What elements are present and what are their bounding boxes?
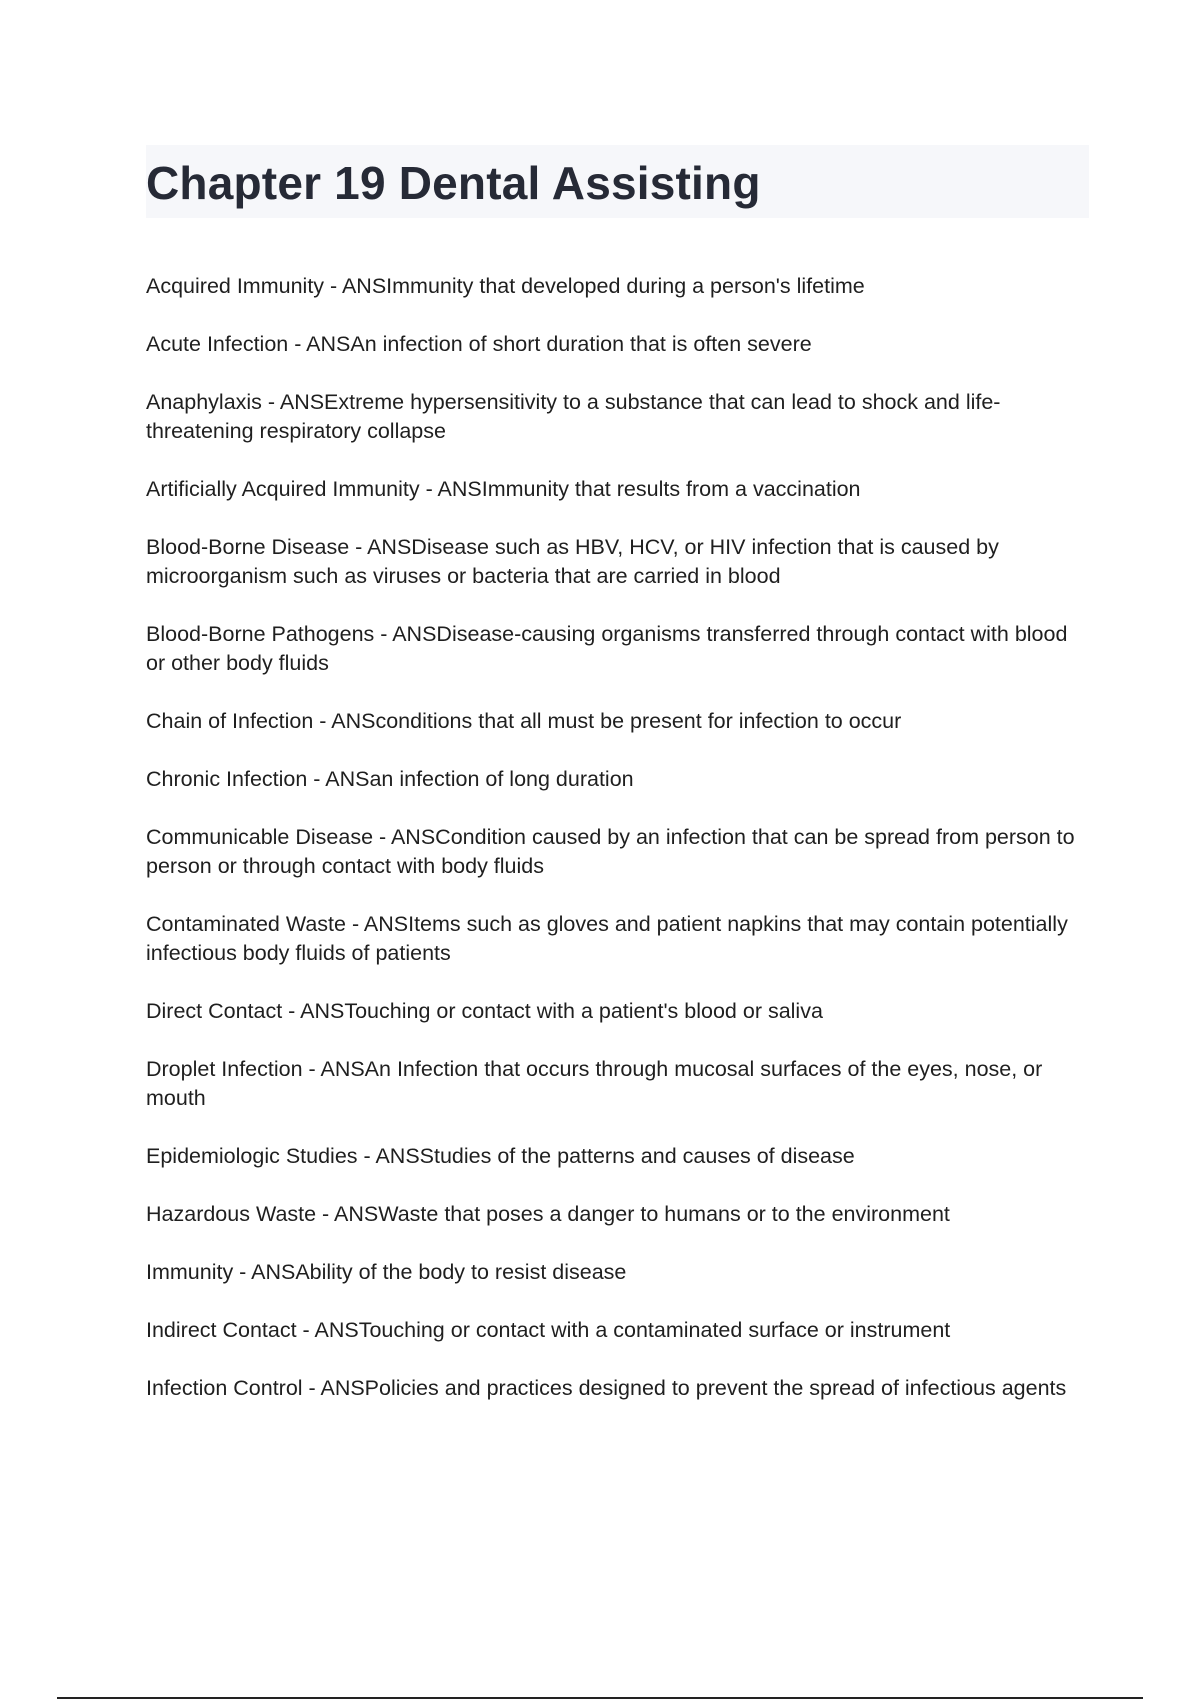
glossary-term: Acute Infection - ANSAn infection of short duration that is often severe [146, 332, 812, 356]
title-banner [146, 145, 1089, 218]
glossary-term: Epidemiologic Studies - ANSStudies of the patterns and causes of disease [146, 1144, 855, 1168]
glossary-term: Indirect Contact - ANSTouching or contact with a contaminated surface or instrument [146, 1318, 951, 1342]
glossary-term: Acquired Immunity - ANSImmunity that developed during a person's lifetime [146, 274, 865, 298]
glossary-term: Contaminated Waste - ANSItems such as gloves and patient napkins that may contain potentially infectious body fluids of patients [146, 912, 1068, 965]
glossary-term: Chronic Infection - ANSan infection of long duration [146, 767, 634, 791]
glossary-term: Droplet Infection - ANSAn Infection that occurs through mucosal surfaces of the eyes, nose, or mouth [146, 1057, 1043, 1110]
glossary-term: Artificially Acquired Immunity - ANSImmunity that results from a vaccination [146, 477, 861, 501]
glossary-list [146, 272, 1086, 1432]
glossary-term: Immunity - ANSAbility of the body to resist disease [146, 1260, 627, 1284]
page-title: Chapter 19 Dental Assisting [146, 157, 761, 209]
glossary-term: Hazardous Waste - ANSWaste that poses a danger to humans or to the environment [146, 1202, 950, 1226]
page-bottom-divider [57, 1697, 1143, 1699]
glossary-term: Infection Control - ANSPolicies and practices designed to prevent the spread of infectious agents [146, 1376, 1067, 1400]
glossary-term: Communicable Disease - ANSCondition caused by an infection that can be spread from person to person or through contact with body fluids [146, 825, 1075, 878]
glossary-term: Blood-Borne Pathogens - ANSDisease-causing organisms transferred through contact with blood or other body fluids [146, 622, 1068, 675]
glossary-term: Anaphylaxis - ANSExtreme hypersensitivity to a substance that can lead to shock and life-threatening respiratory collapse [146, 390, 1001, 443]
glossary-term: Blood-Borne Disease - ANSDisease such as HBV, HCV, or HIV infection that is caused by microorganism such as viruses or bacteria that are carried in blood [146, 535, 999, 588]
glossary-term: Direct Contact - ANSTouching or contact with a patient's blood or saliva [146, 999, 823, 1023]
glossary-term: Chain of Infection - ANSconditions that all must be present for infection to occur [146, 709, 902, 733]
